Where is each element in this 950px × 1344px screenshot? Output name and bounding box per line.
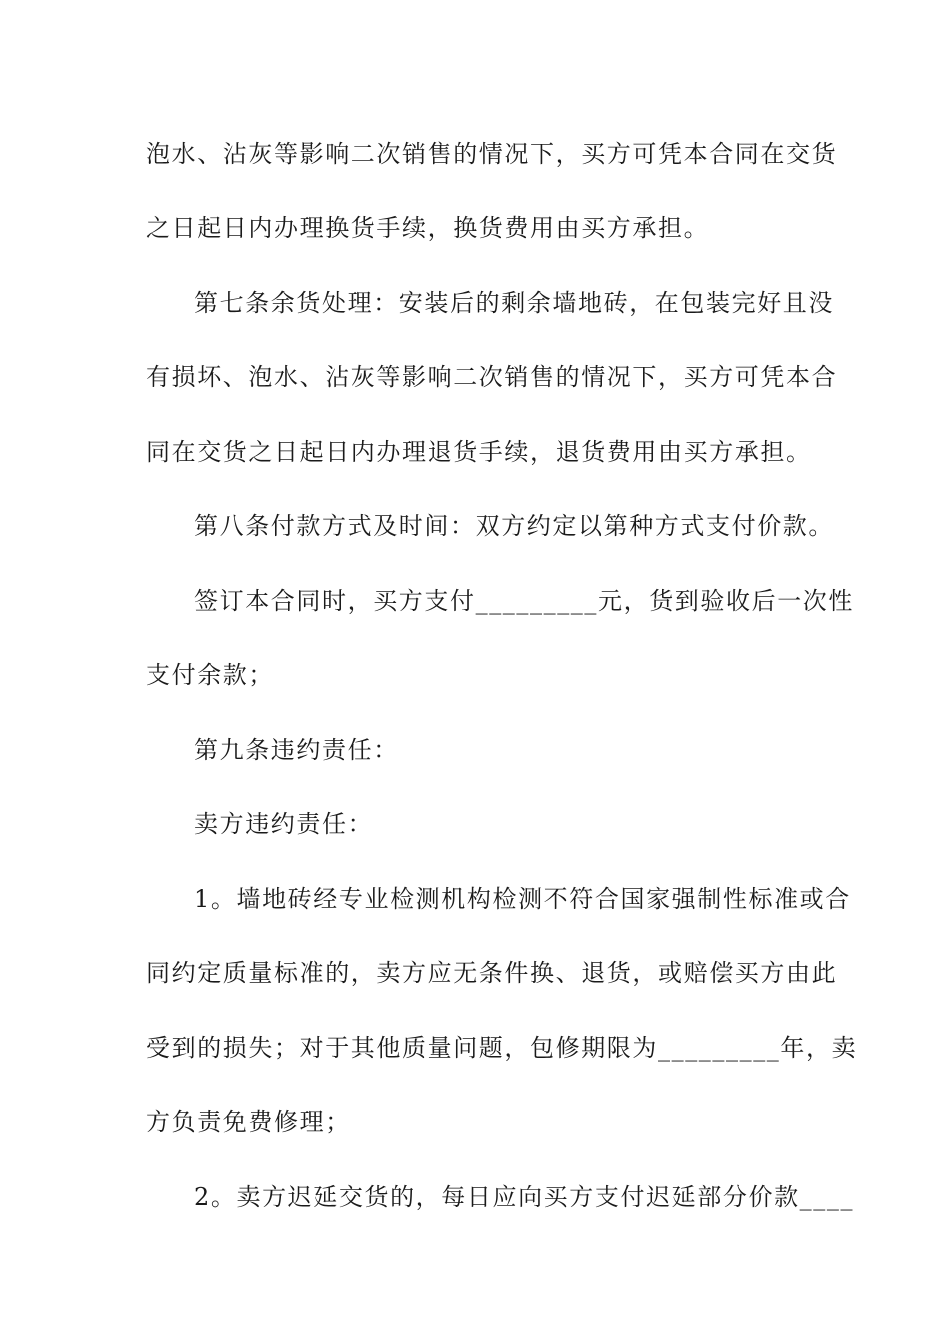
text-line: 卖方违约责任： <box>194 810 374 838</box>
text-line: 之日起日内办理换货手续，换货费用由买方承担。 <box>146 214 710 242</box>
text-line: 泡水、沾灰等影响二次销售的情况下，买方可凭本合同在交货 <box>146 140 838 168</box>
text-line: 同约定质量标准的，卖方应无条件换、退货，或赔偿买方由此 <box>146 959 838 987</box>
text-line: 同在交货之日起日内办理退货手续，退货费用由买方承担。 <box>146 438 812 466</box>
text-line: 1。墙地砖经专业检测机构检测不符合国家强制性标准或合 <box>194 885 851 913</box>
text-line: 方负责免费修理； <box>146 1108 351 1136</box>
text-line: 2。卖方迟延交货的，每日应向买方支付迟延部分价款____ <box>194 1183 855 1211</box>
text-line: 第八条付款方式及时间：双方约定以第种方式支付价款。 <box>194 512 834 540</box>
text-line: 签订本合同时，买方支付_________元，货到验收后一次性 <box>194 587 854 615</box>
text-line: 第七条余货处理：安装后的剩余墙地砖，在包装完好且没 <box>194 289 834 317</box>
text-line: 支付余款； <box>146 661 274 689</box>
text-line: 有损坏、泡水、沾灰等影响二次销售的情况下，买方可凭本合 <box>146 363 838 391</box>
text-line: 受到的损失；对于其他质量问题，包修期限为_________年，卖 <box>146 1034 858 1062</box>
text-line: 第九条违约责任： <box>194 736 399 764</box>
